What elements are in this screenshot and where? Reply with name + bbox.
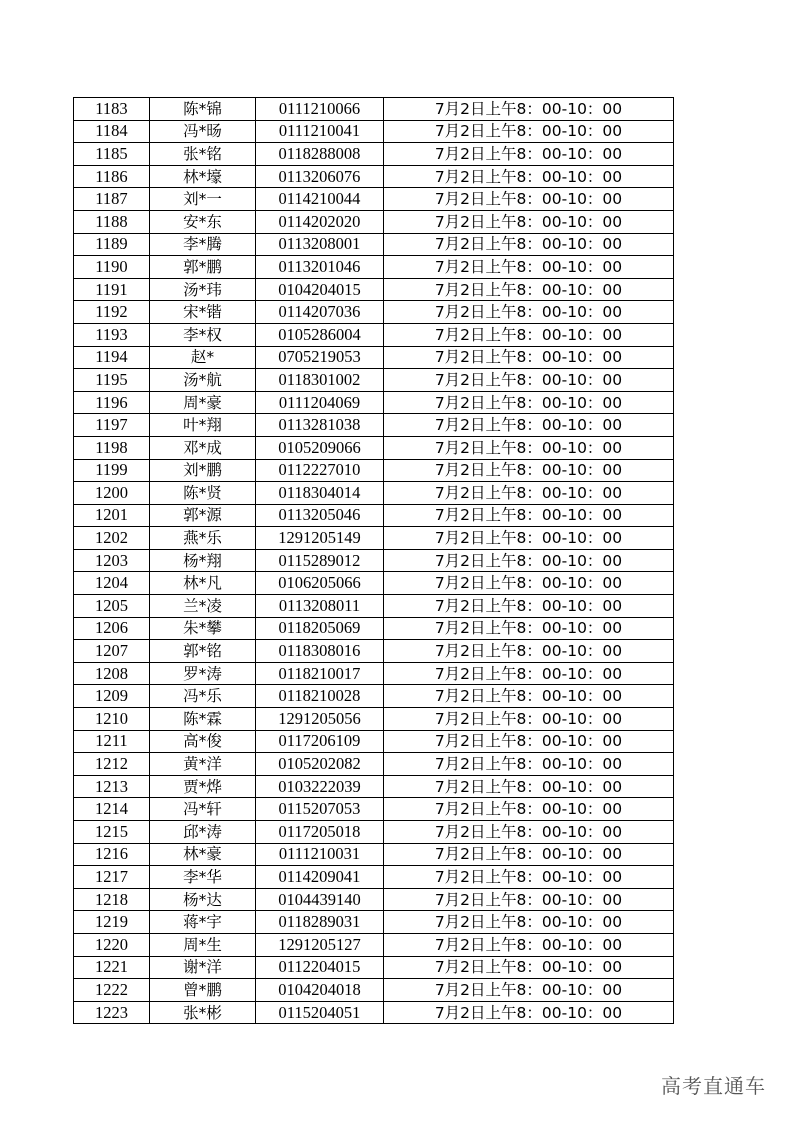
name-cell: 郭*铭 — [150, 640, 256, 663]
exam-time-cell: 7月2日上午8：00-10：00 — [384, 323, 674, 346]
table-row — [74, 459, 674, 482]
table-row — [74, 753, 674, 776]
name-cell: 赵* — [150, 346, 256, 369]
name-cell: 宋*锴 — [150, 301, 256, 324]
candidate-id-cell: 0111210066 — [256, 98, 384, 121]
table-row — [74, 640, 674, 663]
candidate-id-cell: 0705219053 — [256, 346, 384, 369]
table-row — [74, 301, 674, 324]
exam-time-cell: 7月2日上午8：00-10：00 — [384, 730, 674, 753]
candidate-id-cell: 1291205127 — [256, 933, 384, 956]
name-cell: 林*豪 — [150, 843, 256, 866]
exam-time-cell: 7月2日上午8：00-10：00 — [384, 391, 674, 414]
exam-time-cell: 7月2日上午8：00-10：00 — [384, 685, 674, 708]
name-cell: 杨*翔 — [150, 549, 256, 572]
row-number-cell: 1199 — [74, 459, 150, 482]
exam-time-cell: 7月2日上午8：00-10：00 — [384, 188, 674, 211]
candidate-id-cell: 0115207053 — [256, 798, 384, 821]
row-number-cell: 1195 — [74, 369, 150, 392]
exam-time-cell: 7月2日上午8：00-10：00 — [384, 911, 674, 934]
row-number-cell: 1202 — [74, 527, 150, 550]
table-row — [74, 911, 674, 934]
name-cell: 冯*旸 — [150, 120, 256, 143]
table-row — [74, 866, 674, 889]
table-row — [74, 730, 674, 753]
candidate-id-cell: 0114210044 — [256, 188, 384, 211]
table-row — [74, 843, 674, 866]
row-number-cell: 1205 — [74, 595, 150, 618]
candidate-id-cell: 0104439140 — [256, 888, 384, 911]
table-row — [74, 685, 674, 708]
candidate-id-cell: 0118308016 — [256, 640, 384, 663]
candidate-id-cell: 0114207036 — [256, 301, 384, 324]
table-row — [74, 391, 674, 414]
row-number-cell: 1184 — [74, 120, 150, 143]
row-number-cell: 1185 — [74, 143, 150, 166]
table-row — [74, 775, 674, 798]
row-number-cell: 1203 — [74, 549, 150, 572]
candidate-id-cell: 0104204018 — [256, 979, 384, 1002]
row-number-cell: 1206 — [74, 617, 150, 640]
table-row — [74, 595, 674, 618]
row-number-cell: 1207 — [74, 640, 150, 663]
exam-time-cell: 7月2日上午8：00-10：00 — [384, 143, 674, 166]
candidate-id-cell: 0103222039 — [256, 775, 384, 798]
table-row — [74, 210, 674, 233]
exam-time-cell: 7月2日上午8：00-10：00 — [384, 708, 674, 731]
exam-time-cell: 7月2日上午8：00-10：00 — [384, 775, 674, 798]
exam-time-cell: 7月2日上午8：00-10：00 — [384, 369, 674, 392]
candidate-id-cell: 0112227010 — [256, 459, 384, 482]
row-number-cell: 1208 — [74, 662, 150, 685]
exam-time-cell: 7月2日上午8：00-10：00 — [384, 301, 674, 324]
name-cell: 蒋*宇 — [150, 911, 256, 934]
row-number-cell: 1218 — [74, 888, 150, 911]
exam-time-cell: 7月2日上午8：00-10：00 — [384, 504, 674, 527]
exam-time-cell: 7月2日上午8：00-10：00 — [384, 617, 674, 640]
candidate-id-cell: 0117205018 — [256, 821, 384, 844]
table-row — [74, 708, 674, 731]
name-cell: 周*生 — [150, 933, 256, 956]
table-row — [74, 414, 674, 437]
table-row — [74, 188, 674, 211]
candidate-id-cell: 0118289031 — [256, 911, 384, 934]
row-number-cell: 1220 — [74, 933, 150, 956]
name-cell: 刘*一 — [150, 188, 256, 211]
table-row — [74, 617, 674, 640]
row-number-cell: 1198 — [74, 436, 150, 459]
table-row — [74, 278, 674, 301]
name-cell: 陈*霖 — [150, 708, 256, 731]
exam-time-cell: 7月2日上午8：00-10：00 — [384, 414, 674, 437]
exam-time-cell: 7月2日上午8：00-10：00 — [384, 233, 674, 256]
row-number-cell: 1190 — [74, 256, 150, 279]
candidate-id-cell: 0115204051 — [256, 1001, 384, 1024]
exam-time-cell: 7月2日上午8：00-10：00 — [384, 120, 674, 143]
exam-time-cell: 7月2日上午8：00-10：00 — [384, 98, 674, 121]
row-number-cell: 1217 — [74, 866, 150, 889]
name-cell: 汤*航 — [150, 369, 256, 392]
name-cell: 郭*源 — [150, 504, 256, 527]
exam-schedule-table — [73, 97, 674, 1024]
name-cell: 罗*涛 — [150, 662, 256, 685]
candidate-id-cell: 0104204015 — [256, 278, 384, 301]
candidate-id-cell: 0114202020 — [256, 210, 384, 233]
name-cell: 林*凡 — [150, 572, 256, 595]
name-cell: 张*彬 — [150, 1001, 256, 1024]
table-row — [74, 165, 674, 188]
table-row — [74, 98, 674, 121]
name-cell: 高*俊 — [150, 730, 256, 753]
candidate-id-cell: 1291205056 — [256, 708, 384, 731]
row-number-cell: 1194 — [74, 346, 150, 369]
name-cell: 张*铭 — [150, 143, 256, 166]
table-row — [74, 256, 674, 279]
candidate-id-cell: 0115289012 — [256, 549, 384, 572]
exam-time-cell: 7月2日上午8：00-10：00 — [384, 595, 674, 618]
row-number-cell: 1213 — [74, 775, 150, 798]
candidate-id-cell: 0105209066 — [256, 436, 384, 459]
table-row — [74, 504, 674, 527]
exam-time-cell: 7月2日上午8：00-10：00 — [384, 572, 674, 595]
name-cell: 邓*成 — [150, 436, 256, 459]
candidate-id-cell: 0118304014 — [256, 482, 384, 505]
name-cell: 黄*洋 — [150, 753, 256, 776]
table-row — [74, 436, 674, 459]
exam-time-cell: 7月2日上午8：00-10：00 — [384, 256, 674, 279]
row-number-cell: 1219 — [74, 911, 150, 934]
row-number-cell: 1223 — [74, 1001, 150, 1024]
name-cell: 杨*达 — [150, 888, 256, 911]
name-cell: 陈*贤 — [150, 482, 256, 505]
exam-time-cell: 7月2日上午8：00-10：00 — [384, 821, 674, 844]
candidate-id-cell: 0106205066 — [256, 572, 384, 595]
name-cell: 周*豪 — [150, 391, 256, 414]
row-number-cell: 1204 — [74, 572, 150, 595]
candidate-id-cell: 0118288008 — [256, 143, 384, 166]
row-number-cell: 1186 — [74, 165, 150, 188]
exam-time-cell: 7月2日上午8：00-10：00 — [384, 165, 674, 188]
candidate-id-cell: 0113281038 — [256, 414, 384, 437]
name-cell: 燕*乐 — [150, 527, 256, 550]
exam-time-cell: 7月2日上午8：00-10：00 — [384, 436, 674, 459]
candidate-id-cell: 1291205149 — [256, 527, 384, 550]
exam-time-cell: 7月2日上午8：00-10：00 — [384, 346, 674, 369]
exam-time-cell: 7月2日上午8：00-10：00 — [384, 798, 674, 821]
row-number-cell: 1183 — [74, 98, 150, 121]
name-cell: 李*腾 — [150, 233, 256, 256]
name-cell: 朱*攀 — [150, 617, 256, 640]
table-row — [74, 662, 674, 685]
exam-time-cell: 7月2日上午8：00-10：00 — [384, 866, 674, 889]
candidate-id-cell: 0111210031 — [256, 843, 384, 866]
name-cell: 安*东 — [150, 210, 256, 233]
exam-time-cell: 7月2日上午8：00-10：00 — [384, 640, 674, 663]
exam-time-cell: 7月2日上午8：00-10：00 — [384, 933, 674, 956]
table-row — [74, 979, 674, 1002]
candidate-id-cell: 0118301002 — [256, 369, 384, 392]
exam-time-cell: 7月2日上午8：00-10：00 — [384, 888, 674, 911]
row-number-cell: 1201 — [74, 504, 150, 527]
row-number-cell: 1211 — [74, 730, 150, 753]
candidate-id-cell: 0117206109 — [256, 730, 384, 753]
name-cell: 汤*玮 — [150, 278, 256, 301]
exam-time-cell: 7月2日上午8：00-10：00 — [384, 210, 674, 233]
name-cell: 李*华 — [150, 866, 256, 889]
row-number-cell: 1192 — [74, 301, 150, 324]
name-cell: 叶*翔 — [150, 414, 256, 437]
table-row — [74, 933, 674, 956]
row-number-cell: 1216 — [74, 843, 150, 866]
candidate-id-cell: 0112204015 — [256, 956, 384, 979]
exam-time-cell: 7月2日上午8：00-10：00 — [384, 753, 674, 776]
row-number-cell: 1187 — [74, 188, 150, 211]
exam-time-cell: 7月2日上午8：00-10：00 — [384, 979, 674, 1002]
table-body — [74, 98, 674, 1024]
watermark-logo-text: 高考直通车 — [661, 1074, 766, 1098]
row-number-cell: 1209 — [74, 685, 150, 708]
table-row — [74, 369, 674, 392]
table-row — [74, 549, 674, 572]
table-row — [74, 143, 674, 166]
row-number-cell: 1214 — [74, 798, 150, 821]
name-cell: 冯*轩 — [150, 798, 256, 821]
table-row — [74, 956, 674, 979]
row-number-cell: 1188 — [74, 210, 150, 233]
exam-time-cell: 7月2日上午8：00-10：00 — [384, 662, 674, 685]
exam-time-cell: 7月2日上午8：00-10：00 — [384, 843, 674, 866]
row-number-cell: 1221 — [74, 956, 150, 979]
table-row — [74, 233, 674, 256]
name-cell: 陈*锦 — [150, 98, 256, 121]
row-number-cell: 1191 — [74, 278, 150, 301]
name-cell: 兰*凌 — [150, 595, 256, 618]
candidate-id-cell: 0118205069 — [256, 617, 384, 640]
name-cell: 郭*鹏 — [150, 256, 256, 279]
exam-time-cell: 7月2日上午8：00-10：00 — [384, 527, 674, 550]
candidate-id-cell: 0113206076 — [256, 165, 384, 188]
name-cell: 谢*洋 — [150, 956, 256, 979]
row-number-cell: 1189 — [74, 233, 150, 256]
candidate-id-cell: 0105286004 — [256, 323, 384, 346]
table-row — [74, 821, 674, 844]
table-row — [74, 482, 674, 505]
candidate-id-cell: 0105202082 — [256, 753, 384, 776]
candidate-id-cell: 0111210041 — [256, 120, 384, 143]
exam-time-cell: 7月2日上午8：00-10：00 — [384, 459, 674, 482]
table-row — [74, 572, 674, 595]
table-row — [74, 527, 674, 550]
row-number-cell: 1196 — [74, 391, 150, 414]
candidate-id-cell: 0113208001 — [256, 233, 384, 256]
table-row — [74, 323, 674, 346]
name-cell: 李*权 — [150, 323, 256, 346]
name-cell: 刘*鹏 — [150, 459, 256, 482]
exam-time-cell: 7月2日上午8：00-10：00 — [384, 549, 674, 572]
candidate-id-cell: 0113205046 — [256, 504, 384, 527]
row-number-cell: 1215 — [74, 821, 150, 844]
row-number-cell: 1200 — [74, 482, 150, 505]
table-row — [74, 346, 674, 369]
name-cell: 曾*鹏 — [150, 979, 256, 1002]
candidate-id-cell: 0113208011 — [256, 595, 384, 618]
row-number-cell: 1197 — [74, 414, 150, 437]
table-row — [74, 798, 674, 821]
row-number-cell: 1212 — [74, 753, 150, 776]
row-number-cell: 1193 — [74, 323, 150, 346]
candidate-id-cell: 0118210028 — [256, 685, 384, 708]
row-number-cell: 1210 — [74, 708, 150, 731]
candidate-id-cell: 0118210017 — [256, 662, 384, 685]
name-cell: 冯*乐 — [150, 685, 256, 708]
exam-time-cell: 7月2日上午8：00-10：00 — [384, 482, 674, 505]
candidate-id-cell: 0111204069 — [256, 391, 384, 414]
table-row — [74, 1001, 674, 1024]
name-cell: 邱*涛 — [150, 821, 256, 844]
candidate-id-cell: 0113201046 — [256, 256, 384, 279]
name-cell: 林*壕 — [150, 165, 256, 188]
candidate-id-cell: 0114209041 — [256, 866, 384, 889]
row-number-cell: 1222 — [74, 979, 150, 1002]
exam-time-cell: 7月2日上午8：00-10：00 — [384, 1001, 674, 1024]
table-row — [74, 888, 674, 911]
exam-time-cell: 7月2日上午8：00-10：00 — [384, 278, 674, 301]
exam-time-cell: 7月2日上午8：00-10：00 — [384, 956, 674, 979]
name-cell: 贾*烨 — [150, 775, 256, 798]
table-row — [74, 120, 674, 143]
